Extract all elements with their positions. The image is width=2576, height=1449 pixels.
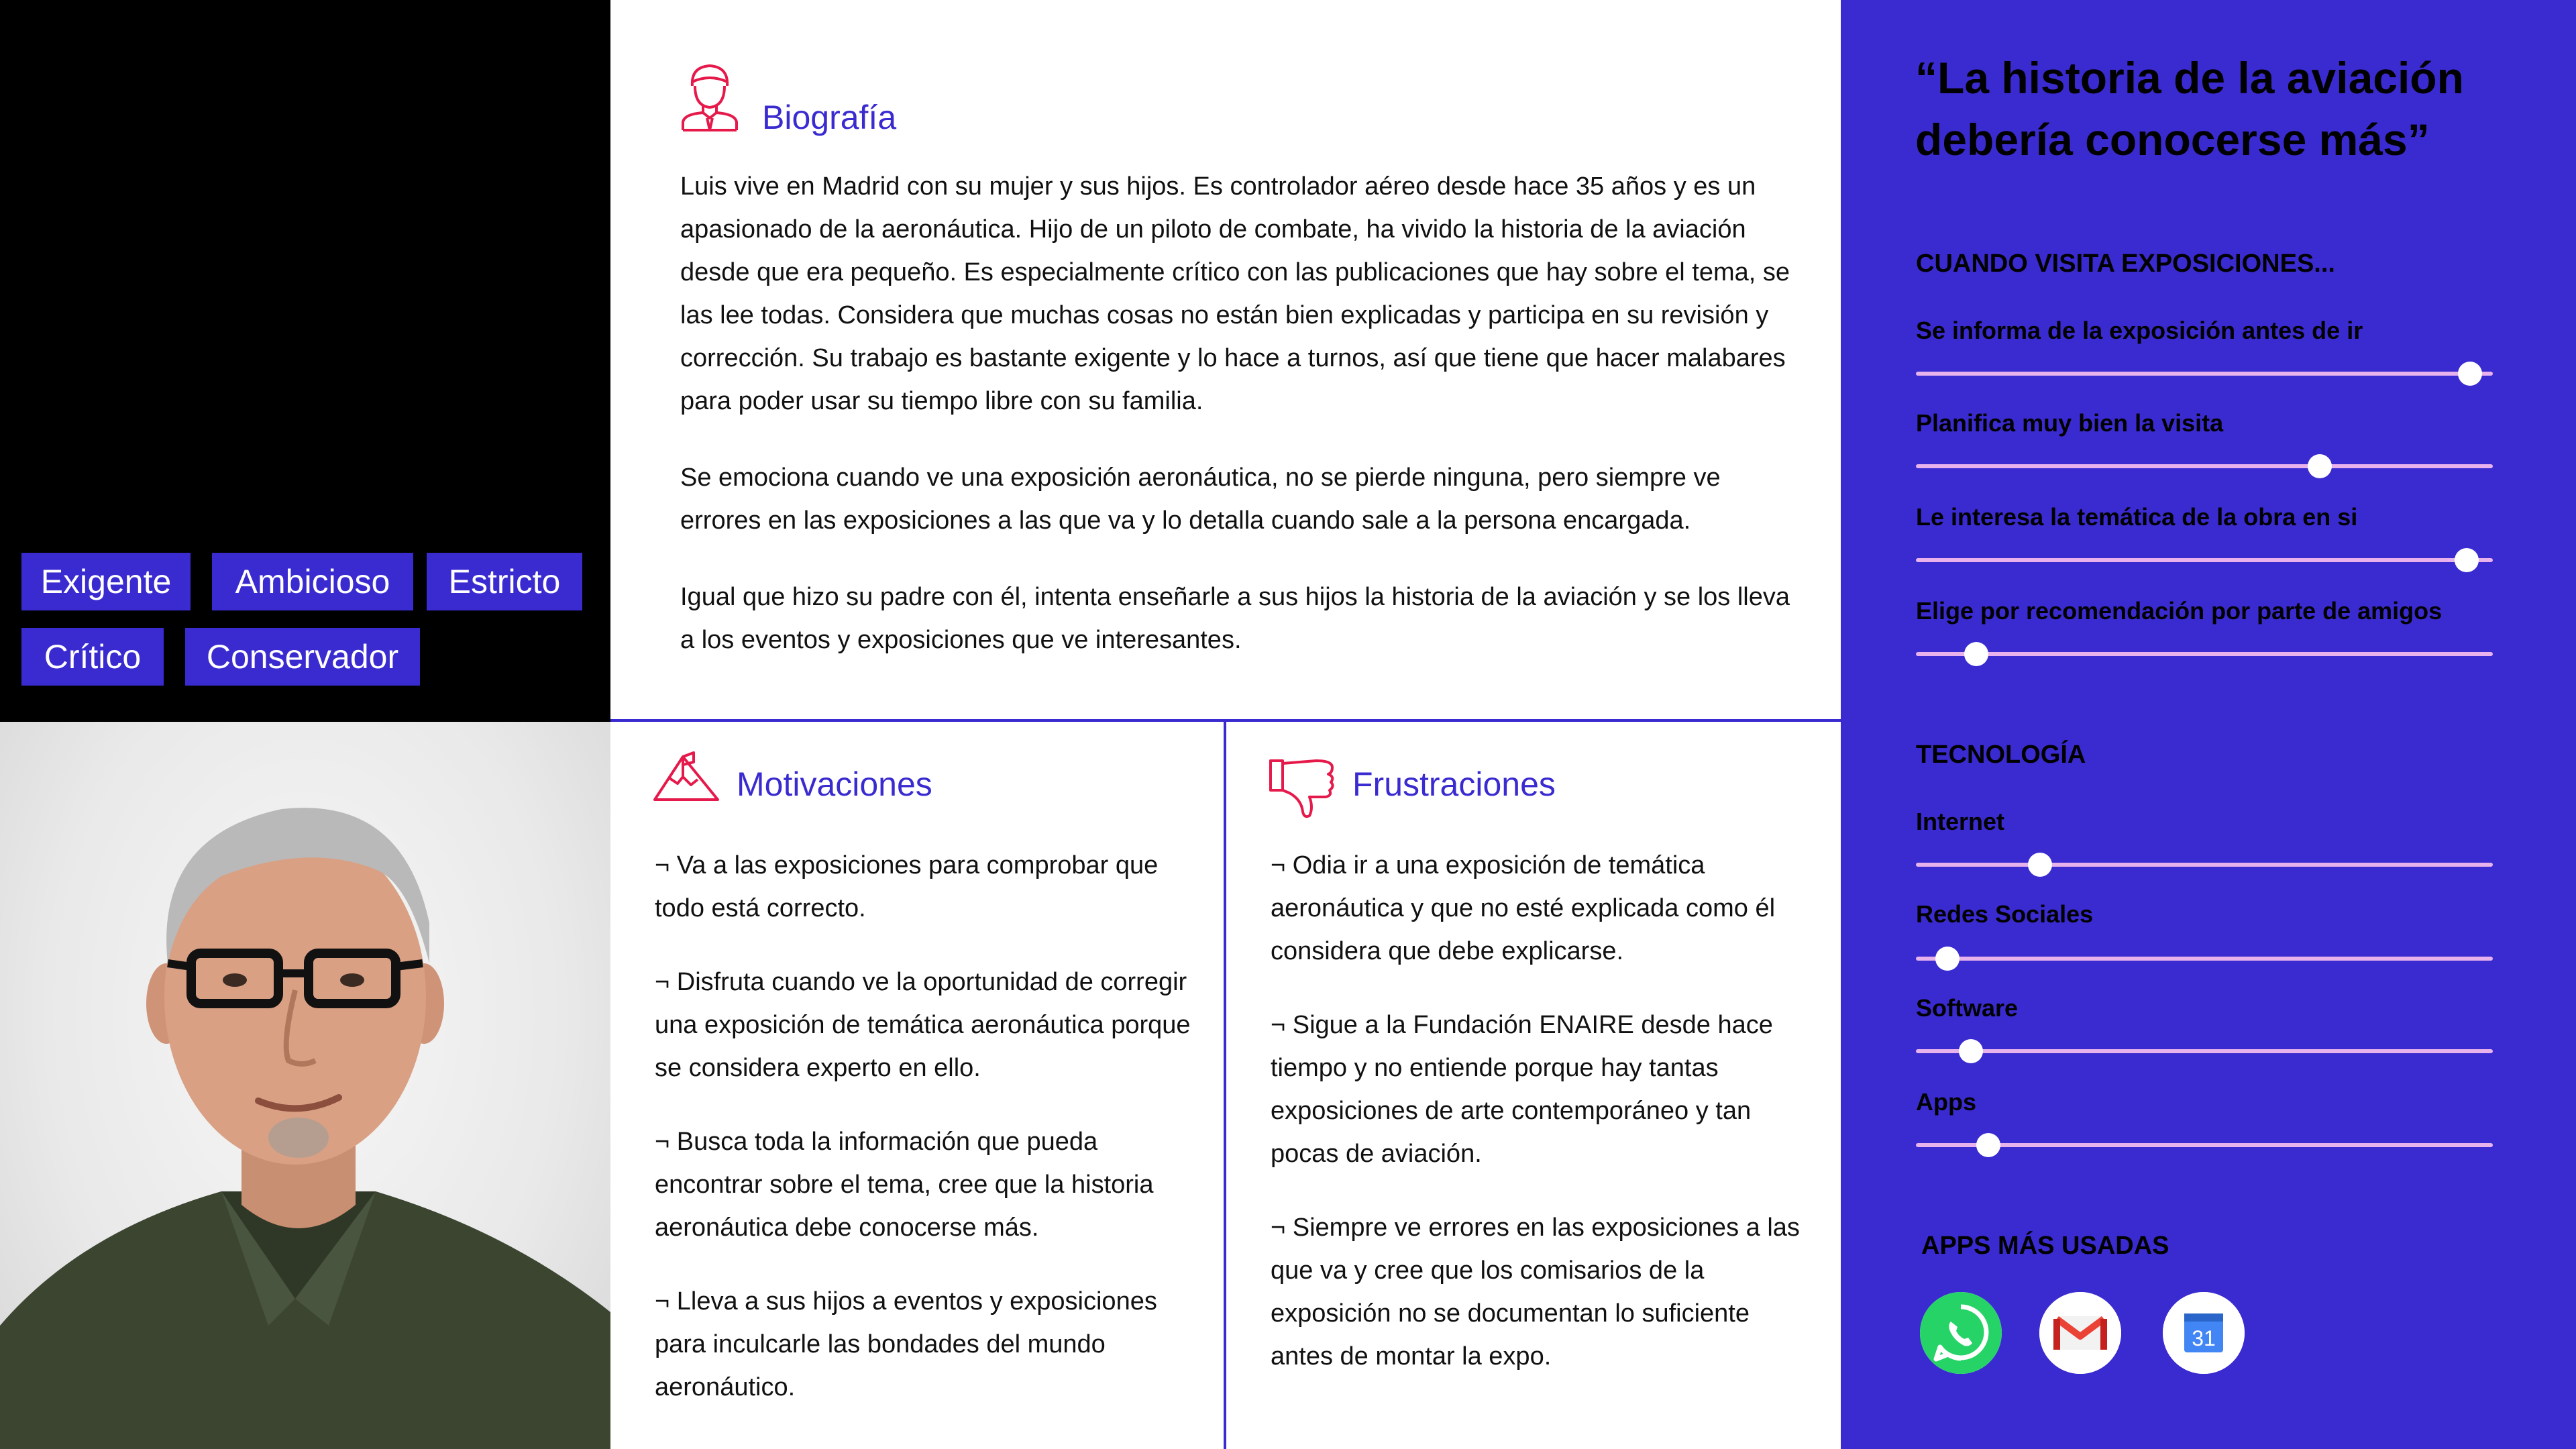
frustrations-title: Frustraciones — [1352, 765, 1556, 803]
fact-age-city: ¬ 60 años, Madrid — [21, 216, 237, 246]
whatsapp-icon — [1920, 1292, 2002, 1374]
persona-photo — [0, 722, 610, 1449]
slider-track — [1916, 372, 2493, 376]
google-calendar-icon — [2163, 1292, 2245, 1374]
mountain-flag-icon — [653, 750, 720, 801]
slider-knob — [1959, 1039, 1983, 1063]
frustration-item: ¬ Odia ir a una exposición de temática aeronáutica y que no esté explicada como él considera que debe explicarse. — [1271, 851, 1776, 965]
biography-paragraph: Se emociona cuando ve una exposición aeronáutica, no se pierde ninguna, pero siempre ve errores en las exposiciones a las que va y lo detalla cuando sale a la persona encargada. — [680, 464, 1721, 535]
motivation-item: ¬ Busca toda la información que pueda encontrar sobre el tema, cree que la historia aeronáutica debe conocerse más. — [655, 1128, 1154, 1242]
column-divider — [1224, 722, 1226, 1449]
motivation-item: ¬ Va a las exposiciones para comprobar que todo está correcto. — [655, 851, 1159, 922]
slider-track — [1916, 652, 2493, 656]
trait-tag: Conservador — [185, 628, 420, 686]
slider-track — [1916, 1143, 2493, 1147]
fact-family: ¬ Casado con hijos — [21, 250, 251, 279]
thumbs-down-icon — [1269, 758, 1336, 818]
motivations-title: Motivaciones — [737, 765, 932, 803]
slider-label: Apps — [1916, 1088, 1976, 1116]
slider-label: Se informa de la exposición antes de ir — [1916, 317, 2363, 344]
frustration-item: ¬ Siempre ve errores en las exposiciones a las que va y cree que los comisarios de la exposición no se documentan lo suficiente antes de montar la expo. — [1271, 1214, 1800, 1371]
person-icon — [679, 62, 741, 131]
calendar-date-label: 31 — [2192, 1326, 2216, 1350]
slider-knob — [2028, 853, 2052, 877]
slider-label: Redes Sociales — [1916, 900, 2094, 928]
trait-tag: Exigente — [21, 553, 191, 610]
persona-role: Controlador aéreo — [21, 115, 301, 151]
gmail-icon — [2039, 1292, 2121, 1374]
slider-track — [1916, 1049, 2493, 1053]
slider-knob — [2308, 454, 2332, 478]
slider-knob — [2458, 362, 2482, 386]
slider-knob — [1976, 1133, 2000, 1157]
biography-paragraph: Igual que hizo su padre con él, intenta enseñarle a sus hijos la historia de la aviación y se los lleva a los eventos y exposiciones que ve interesantes. — [680, 583, 1790, 654]
slider-label: Le interesa la temática de la obra en si — [1916, 503, 2358, 531]
motivation-item: ¬ Lleva a sus hijos a eventos y exposiciones para inculcarle las bondades del mundo aeronáutico. — [655, 1287, 1157, 1401]
trait-tag: Ambicioso — [212, 553, 413, 610]
slider-label: Internet — [1916, 808, 2005, 835]
persona-quote: “La historia de la aviación debería conocerse más” — [1915, 53, 2464, 164]
persona-name: Luis González — [20, 38, 445, 110]
exhibitions-heading: CUANDO VISITA EXPOSICIONES... — [1916, 250, 2335, 278]
slider-track — [1916, 957, 2493, 961]
motivation-item: ¬ Disfruta cuando ve la oportunidad de corregir una exposición de temática aeronáutica porque se considera experto en ello. — [655, 968, 1191, 1082]
slider-track — [1916, 558, 2493, 562]
slider-track — [1916, 863, 2493, 867]
biography-paragraph: Luis vive en Madrid con su mujer y sus hijos. Es controlador aéreo desde hace 35 años y es un apasionado de la aeronáutica. Hijo de un piloto de combate, ha vivido la historia de la aviación desde que era pequeño. Es especialmente crítico con las publicaciones que hay sobre el tema, se las lee todas. Considera que muchas cosas no están bien explicadas y participa en su revisión y corrección. Su trabajo es bastante exigente y lo hace a turnos, así que tiene que hacer malabares para poder usar su tiempo libre con su familia. — [680, 172, 1790, 415]
slider-track — [1916, 464, 2493, 468]
biography-title: Biografía — [762, 99, 897, 136]
frustration-item: ¬ Sigue a la Fundación ENAIRE desde hace tiempo y no entiende porque hay tantas exposiciones de arte contemporáneo y tan pocas de aviación. — [1271, 1011, 1773, 1168]
apps-heading: APPS MÁS USADAS — [1921, 1232, 2169, 1260]
slider-label: Planifica muy bien la visita — [1916, 409, 2224, 437]
trait-tag: Estricto — [427, 553, 582, 610]
slider-label: Elige por recomendación por parte de amigos — [1916, 597, 2443, 625]
technology-heading: TECNOLOGÍA — [1916, 741, 2086, 769]
slider-label: Software — [1916, 994, 2019, 1022]
trait-tag: Crítico — [21, 628, 164, 686]
